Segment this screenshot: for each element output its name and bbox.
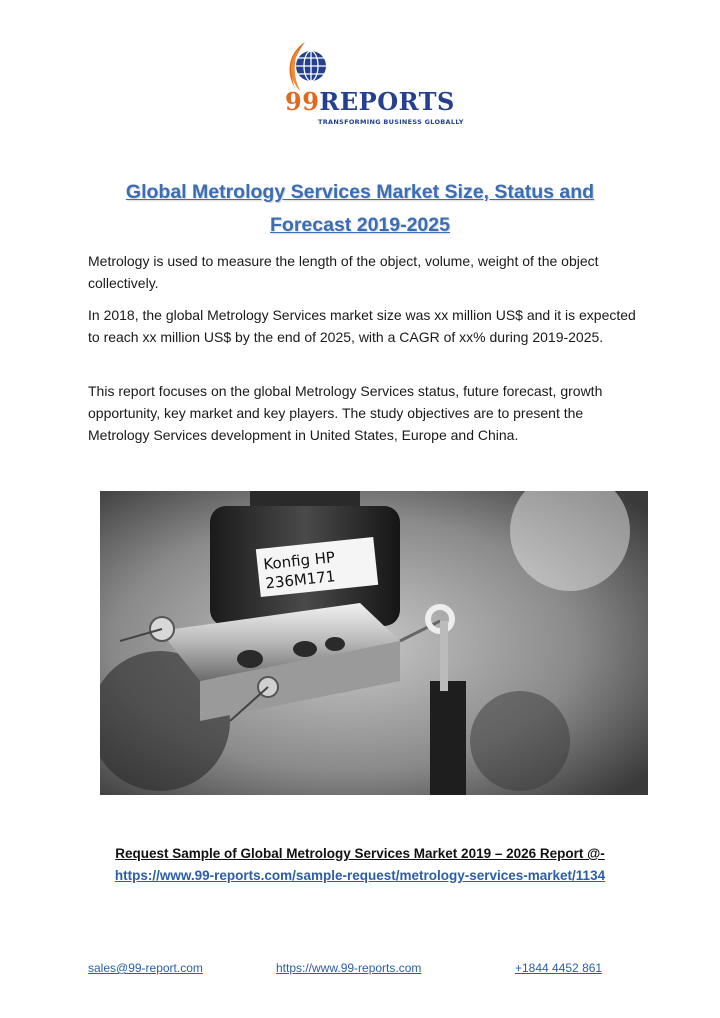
probe-label-line-2: 236M171: [264, 567, 337, 593]
paragraph-market-size: In 2018, the global Metrology Services market size was xx million US$ and it is expected to reach xx million US$ by the end of 2025, with a CAGR of xx% during 2019-2025.: [88, 307, 636, 345]
title-line-2: Forecast 2019-2025: [270, 214, 450, 236]
brand-logo: [283, 40, 464, 132]
footer-email-link[interactable]: sales@99-report.com: [88, 961, 203, 975]
footer-phone-link[interactable]: +1844 4452 861: [515, 961, 603, 975]
footer-website-link[interactable]: https://www.99-reports.com: [276, 961, 422, 975]
brand-tagline: TRANSFORMING BUSINESS GLOBALLY: [318, 118, 464, 126]
title-line-1: Global Metrology Services Market Size, Status and: [125, 181, 595, 203]
request-sample-link[interactable]: https://www.99-reports.com/sample-request/metrology-services-market/1134: [114, 868, 606, 883]
probe-label-line-1: Konfig HP: [262, 548, 336, 574]
paragraph-intro: Metrology is used to measure the length of the object, volume, weight of the object collectively.: [88, 253, 599, 291]
request-sample-label: Request Sample of Global Metrology Services Market 2019 – 2026 Report @-: [115, 846, 605, 861]
page-title: [0, 176, 720, 242]
paragraph-report-focus: This report focuses on the global Metrology Services status, future forecast, growth opportunity, key market and key players. The study objectives are to present the Metrology Services development in United States, Europe and China.: [88, 383, 603, 443]
metrology-probe-photo: [100, 491, 648, 795]
request-sample: [70, 843, 650, 887]
brand-name: 99REPORTS: [285, 87, 455, 116]
